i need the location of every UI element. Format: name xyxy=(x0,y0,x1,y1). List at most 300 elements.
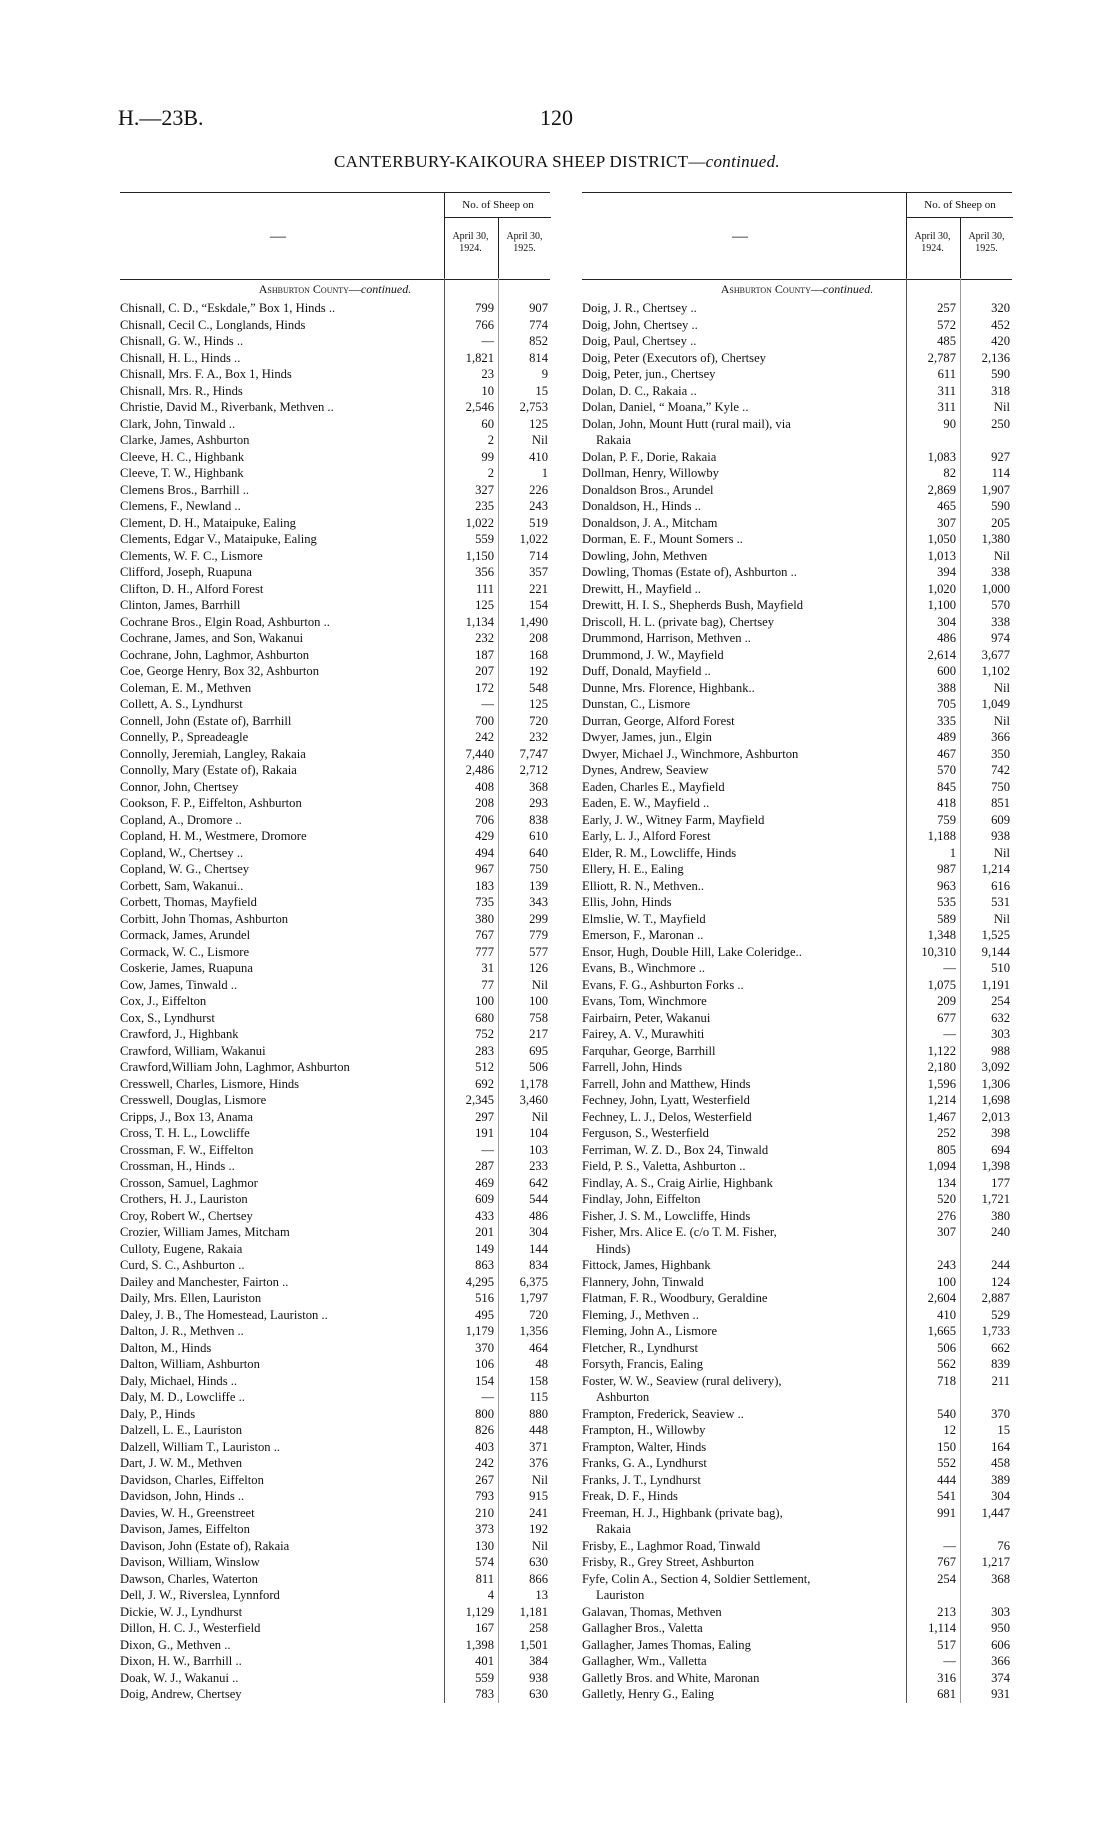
sheep-1924: 408 xyxy=(475,779,494,794)
table-row xyxy=(120,1208,550,1225)
owner-name: Galletly, Henry G., Ealing xyxy=(582,1687,715,1701)
sheep-1924: 150 xyxy=(937,1439,956,1454)
sheep-1925: 714 xyxy=(529,548,548,563)
owner-name: Chisnall, G. W., Hinds .. xyxy=(120,334,244,348)
table-row xyxy=(582,1538,1012,1555)
sheep-1924: 429 xyxy=(475,829,494,843)
owner-name: Fletcher, R., Lyndhurst xyxy=(582,1340,698,1355)
sheep-1925: 6,375 xyxy=(519,1274,548,1289)
sheep-1924: 2 xyxy=(487,466,494,480)
sheep-1924: 2,604 xyxy=(927,1291,956,1305)
table-row xyxy=(120,432,550,449)
table-row xyxy=(120,1637,550,1654)
sheep-1924: 232 xyxy=(475,631,494,645)
sheep-1924: 287 xyxy=(475,1159,494,1173)
table-row xyxy=(120,1670,550,1687)
sheep-1925: 610 xyxy=(529,829,548,843)
owner-name: Crawford, J., Highbank xyxy=(120,1027,239,1041)
owner-name: Daly, Michael, Hinds .. xyxy=(120,1373,238,1388)
table-row xyxy=(582,1472,1012,1489)
owner-name: Fittock, James, Highbank xyxy=(582,1258,711,1272)
sheep-1924: 134 xyxy=(937,1175,956,1190)
table-row xyxy=(582,1257,1012,1274)
table-row xyxy=(120,762,550,779)
owner-name: Frampton, Walter, Hinds xyxy=(582,1439,707,1454)
sheep-1924: 2,869 xyxy=(927,482,956,497)
sheep-1925: 506 xyxy=(529,1060,548,1074)
document-reference: H.—23B. xyxy=(118,105,204,130)
sheep-1924: 1,179 xyxy=(465,1324,494,1338)
owner-name: Doig, Andrew, Chertsey xyxy=(120,1687,242,1701)
sheep-1925: 931 xyxy=(991,1687,1010,1701)
sheep-1924: 418 xyxy=(937,796,956,810)
sheep-1925: 1,306 xyxy=(981,1076,1010,1091)
table-row xyxy=(582,1670,1012,1687)
owner-name: Frisby, E., Laghmor Road, Tinwald xyxy=(582,1538,761,1553)
sheep-1924: — xyxy=(943,1027,956,1041)
table-row xyxy=(582,812,1012,829)
owner-name: Clements, Edgar V., Mataipuke, Ealing xyxy=(120,532,317,546)
sheep-1925: 531 xyxy=(991,895,1010,909)
sheep-1925: 1,733 xyxy=(981,1324,1010,1338)
owner-name: Dynes, Andrew, Seaview xyxy=(582,763,709,777)
owner-name: Frampton, H., Willowby xyxy=(582,1423,706,1437)
table-row xyxy=(120,779,550,796)
owner-name: Dart, J. W. M., Methven xyxy=(120,1456,243,1470)
sheep-1925: 529 xyxy=(991,1307,1010,1322)
owner-name: Cleeve, T. W., Highbank xyxy=(120,466,244,480)
sheep-1925: Nil xyxy=(531,1472,548,1487)
table-row xyxy=(120,531,550,548)
sheep-1925: 1,721 xyxy=(981,1192,1010,1206)
owner-name: Copland, W., Chertsey .. xyxy=(120,845,244,860)
sheep-1925: 258 xyxy=(529,1621,548,1635)
table-row xyxy=(582,1109,1012,1126)
sheep-1924: 692 xyxy=(475,1076,494,1091)
table-row xyxy=(582,746,1012,763)
sheep-1925: 758 xyxy=(529,1010,548,1025)
sheep-1924: 191 xyxy=(475,1126,494,1140)
owner-name: Flannery, John, Tinwald xyxy=(582,1274,704,1289)
owner-name: Corbett, Sam, Wakanui.. xyxy=(120,878,244,893)
sheep-1924: 90 xyxy=(943,416,956,431)
owner-name: Evans, B., Winchmore .. xyxy=(582,961,706,975)
owner-name: Drewitt, H. I. S., Shepherds Bush, Mayfield xyxy=(582,598,804,612)
sheep-1925: 2,753 xyxy=(519,400,548,414)
sheep-1925: 2,712 xyxy=(519,763,548,777)
sheep-1925: 370 xyxy=(991,1406,1010,1421)
sheep-1924: 380 xyxy=(475,911,494,926)
owner-name: Davison, William, Winslow xyxy=(120,1555,260,1569)
table-row xyxy=(120,1043,550,1060)
sheep-1925: 139 xyxy=(529,878,548,893)
table-row xyxy=(120,993,550,1010)
table-row xyxy=(120,647,550,664)
table-row xyxy=(120,1092,550,1109)
table-row xyxy=(120,1290,550,1307)
sheep-1924: 307 xyxy=(937,1225,956,1239)
sheep-1924: — xyxy=(481,334,494,348)
name-column-header: — xyxy=(732,228,748,245)
sheep-1924: 235 xyxy=(475,499,494,513)
sheep-1924: 254 xyxy=(937,1571,956,1586)
sheep-1925: 938 xyxy=(529,1670,548,1685)
table-row xyxy=(582,1026,1012,1043)
sheep-1924: 10,310 xyxy=(921,944,956,959)
sheep-1924: 172 xyxy=(475,680,494,695)
owner-name: Drewitt, H., Mayfield .. xyxy=(582,581,701,596)
table-row xyxy=(582,762,1012,779)
sheep-1925: 590 xyxy=(991,367,1010,381)
table-row xyxy=(582,597,1012,614)
table-row xyxy=(120,399,550,416)
table-row xyxy=(582,383,1012,400)
sheep-1925: 1,356 xyxy=(519,1324,548,1338)
sheep-1924: 805 xyxy=(937,1142,956,1157)
sheep-1924: 680 xyxy=(475,1010,494,1025)
sheep-1925: 303 xyxy=(991,1604,1010,1619)
owner-name: Rakaia xyxy=(596,433,631,447)
owner-name: Cleeve, H. C., Highbank xyxy=(120,449,245,464)
owner-name: Franks, G. A., Lyndhurst xyxy=(582,1456,707,1470)
sheep-1924: 106 xyxy=(475,1357,494,1371)
owner-name: Cox, J., Eiffelton xyxy=(120,994,207,1008)
left-column-table xyxy=(120,192,550,1703)
sheep-1925: 410 xyxy=(529,449,548,464)
sheep-1925: Nil xyxy=(531,977,548,992)
table-row xyxy=(120,1059,550,1076)
owner-name: Dailey and Manchester, Fairton .. xyxy=(120,1274,289,1289)
sheep-1925: 320 xyxy=(991,301,1010,315)
sheep-1924: 207 xyxy=(475,664,494,678)
sheep-1925: 630 xyxy=(529,1687,548,1701)
sheep-1924: 552 xyxy=(937,1456,956,1470)
owner-name: Field, P. S., Valetta, Ashburton .. xyxy=(582,1159,746,1173)
sheep-1924: 705 xyxy=(937,697,956,711)
owner-name: Clements, W. F. C., Lismore xyxy=(120,548,263,563)
owner-name: Cross, T. H. L., Lowcliffe xyxy=(120,1126,250,1140)
sheep-1924: 759 xyxy=(937,812,956,827)
sheep-1925: 458 xyxy=(991,1456,1010,1470)
table-row xyxy=(582,1241,1012,1258)
sheep-1925: 205 xyxy=(991,515,1010,530)
sheep-1925: 380 xyxy=(991,1208,1010,1223)
sheep-1925: Nil xyxy=(993,680,1010,695)
sheep-1925: 464 xyxy=(529,1340,548,1355)
sheep-1924: 100 xyxy=(937,1274,956,1289)
sheep-1924: — xyxy=(943,1654,956,1668)
table-row xyxy=(120,366,550,383)
sheep-1924: 469 xyxy=(475,1175,494,1190)
sheep-1925: 208 xyxy=(529,631,548,645)
owner-name: Cripps, J., Box 13, Anama xyxy=(120,1109,253,1124)
owner-name: Eaden, E. W., Mayfield .. xyxy=(582,796,710,810)
owner-name: Dorman, E. F., Mount Somers .. xyxy=(582,532,743,546)
sheep-1924: 1,094 xyxy=(927,1159,956,1173)
owner-name: Doig, Paul, Chertsey .. xyxy=(582,334,697,348)
sheep-1924: 465 xyxy=(937,499,956,513)
sheep-1924: 535 xyxy=(937,895,956,909)
owner-name: Foster, W. W., Seaview (rural delivery), xyxy=(582,1373,782,1388)
sheep-1924: 403 xyxy=(475,1439,494,1454)
sheep-1924: 99 xyxy=(481,449,494,464)
owner-name: Eaden, Charles E., Mayfield xyxy=(582,779,725,794)
table-row xyxy=(120,1175,550,1192)
owner-name: Clement, D. H., Mataipuke, Ealing xyxy=(120,515,296,530)
sheep-1925: 350 xyxy=(991,746,1010,761)
table-row xyxy=(120,1406,550,1423)
owner-name: Dalton, J. R., Methven .. xyxy=(120,1324,244,1338)
sheep-1924: 316 xyxy=(937,1670,956,1685)
owner-name: Doig, J. R., Chertsey .. xyxy=(582,301,697,315)
table-row xyxy=(120,1472,550,1489)
sheep-1924: 433 xyxy=(475,1208,494,1223)
sheep-1925: 338 xyxy=(991,614,1010,629)
table-row xyxy=(120,1323,550,1340)
page-title xyxy=(0,152,1114,172)
sheep-1924: 863 xyxy=(475,1258,494,1272)
owner-name: Fechney, John, Lyatt, Westerfield xyxy=(582,1093,750,1107)
table-row xyxy=(582,1274,1012,1291)
sheep-1924: 541 xyxy=(937,1489,956,1503)
owner-name: Cox, S., Lyndhurst xyxy=(120,1010,215,1025)
sheep-1925: 1,501 xyxy=(519,1637,548,1652)
owner-name: Connell, John (Estate of), Barrhill xyxy=(120,713,292,728)
table-row xyxy=(582,449,1012,466)
owner-name: Galletly Bros. and White, Maronan xyxy=(582,1670,760,1685)
sheep-1924: 1,348 xyxy=(927,928,956,942)
sheep-1925: 1,000 xyxy=(981,581,1010,596)
sheep-1925: Nil xyxy=(993,845,1010,860)
table-row xyxy=(582,911,1012,928)
sheep-1924: 752 xyxy=(475,1027,494,1041)
sheep-1925: 2,887 xyxy=(981,1291,1010,1305)
table-row xyxy=(582,878,1012,895)
sheep-1925: 299 xyxy=(529,911,548,926)
sheep-1925: 9 xyxy=(541,367,548,381)
owner-name: Daly, P., Hinds xyxy=(120,1406,196,1421)
sheep-1924: 677 xyxy=(937,1010,956,1025)
sheep-1925: 1,214 xyxy=(981,862,1010,876)
sheep-1924: 826 xyxy=(475,1423,494,1437)
sheep-1925: 851 xyxy=(991,796,1010,810)
owner-name: Chisnall, C. D., “Eskdale,” Box 1, Hinds .. xyxy=(120,301,336,315)
owner-name: Dalzell, L. E., Lauriston xyxy=(120,1423,243,1437)
sheep-1925: 1,380 xyxy=(981,532,1010,546)
table-row xyxy=(582,1422,1012,1439)
sheep-1924: 562 xyxy=(937,1357,956,1371)
owner-name: Fisher, J. S. M., Lowcliffe, Hinds xyxy=(582,1208,751,1223)
sheep-1924: 700 xyxy=(475,713,494,728)
table-row xyxy=(120,614,550,631)
sheep-1925: 590 xyxy=(991,499,1010,513)
owner-name: Cochrane, James, and Son, Wakanui xyxy=(120,631,304,645)
owner-name: Chisnall, Cecil C., Longlands, Hinds xyxy=(120,317,306,332)
table-row xyxy=(120,894,550,911)
owner-name: Findlay, A. S., Craig Airlie, Highbank xyxy=(582,1175,773,1190)
sheep-1924: 243 xyxy=(937,1258,956,1272)
sheep-1924: 609 xyxy=(475,1192,494,1206)
sheep-1925: 1,797 xyxy=(519,1291,548,1305)
sheep-1925: 548 xyxy=(529,680,548,695)
owner-name: Cochrane, John, Laghmor, Ashburton xyxy=(120,647,310,662)
sheep-1925: 695 xyxy=(529,1043,548,1058)
sheep-1924: 735 xyxy=(475,895,494,909)
sheep-1925: 1,398 xyxy=(981,1159,1010,1173)
sheep-1924: 681 xyxy=(937,1687,956,1701)
table-row xyxy=(120,795,550,812)
owner-name: Dickie, W. J., Lyndhurst xyxy=(120,1604,243,1619)
owner-name: Dowling, John, Methven xyxy=(582,548,708,563)
sheep-1925: 1,217 xyxy=(981,1555,1010,1569)
table-row xyxy=(582,1208,1012,1225)
table-row xyxy=(120,845,550,862)
table-row xyxy=(582,1175,1012,1192)
owner-name: Forsyth, Francis, Ealing xyxy=(582,1357,704,1371)
sheep-1924: 283 xyxy=(475,1043,494,1058)
owner-name: Davidson, John, Hinds .. xyxy=(120,1489,245,1503)
sheep-1925: 519 xyxy=(529,515,548,530)
sheep-1924: 276 xyxy=(937,1208,956,1223)
table-row xyxy=(582,1571,1012,1588)
table-header xyxy=(582,192,1012,280)
table-row xyxy=(582,1158,1012,1175)
owner-name: Dolan, P. F., Dorie, Rakaia xyxy=(582,449,717,464)
sheep-1924: 2,614 xyxy=(927,647,956,662)
table-row xyxy=(120,1389,550,1406)
table-row xyxy=(120,383,550,400)
sheep-1925: 115 xyxy=(529,1390,548,1404)
sheep-1925: 366 xyxy=(991,1654,1010,1668)
owner-name: Fyfe, Colin A., Section 4, Soldier Settlement, xyxy=(582,1571,811,1586)
table-row xyxy=(582,1389,1012,1406)
owner-name: Fairey, A. V., Murawhiti xyxy=(582,1027,705,1041)
table-row xyxy=(120,911,550,928)
owner-name: Dillon, H. C. J., Westerfield xyxy=(120,1621,261,1635)
owner-name: Donaldson Bros., Arundel xyxy=(582,482,714,497)
sheep-1925: 389 xyxy=(991,1472,1010,1487)
table-row xyxy=(120,581,550,598)
table-row xyxy=(120,1686,550,1703)
sheep-1924: 388 xyxy=(937,680,956,695)
sheep-1924: 991 xyxy=(937,1505,956,1520)
owner-name: Cormack, James, Arundel xyxy=(120,928,251,942)
sheep-1924: 31 xyxy=(481,961,494,975)
table-row xyxy=(582,531,1012,548)
sheep-1924: 327 xyxy=(475,482,494,497)
sheep-1924: 2,546 xyxy=(465,400,494,414)
table-row xyxy=(120,1554,550,1571)
table-row xyxy=(582,845,1012,862)
sheep-1925: 126 xyxy=(529,961,548,975)
sheep-1924: 572 xyxy=(937,317,956,332)
sheep-1925: Nil xyxy=(993,548,1010,563)
owner-name: Davies, W. H., Greenstreet xyxy=(120,1505,255,1520)
sheep-1925: 192 xyxy=(529,664,548,678)
table-row xyxy=(582,630,1012,647)
owner-name: Crawford, William, Wakanui xyxy=(120,1043,266,1058)
table-row xyxy=(582,614,1012,631)
sheep-1925: 1,178 xyxy=(519,1076,548,1091)
sheep-1925: 720 xyxy=(529,713,548,728)
owner-name: Daley, J. B., The Homestead, Lauriston .. xyxy=(120,1307,328,1322)
table-row xyxy=(120,1109,550,1126)
sheep-1925: 606 xyxy=(991,1637,1010,1652)
sheep-1924: 444 xyxy=(937,1472,956,1487)
sheep-1924: 394 xyxy=(937,565,956,579)
sheep-1924: 208 xyxy=(475,796,494,810)
table-row xyxy=(120,977,550,994)
sheep-1925: 104 xyxy=(529,1126,548,1140)
sheep-1925: 48 xyxy=(535,1357,548,1371)
owner-name: Ensor, Hugh, Double Hill, Lake Coleridge.. xyxy=(582,944,802,959)
table-row xyxy=(582,564,1012,581)
sheep-1924: 1,100 xyxy=(927,598,956,612)
owner-name: Clarke, James, Ashburton xyxy=(120,433,250,447)
table-row xyxy=(582,696,1012,713)
sheep-1924: 242 xyxy=(475,730,494,744)
owner-name: Corbett, Thomas, Mayfield xyxy=(120,895,257,909)
section-heading-continued: continued. xyxy=(360,282,412,296)
sheep-1925: 616 xyxy=(991,878,1010,893)
sheep-1924: 520 xyxy=(937,1192,956,1206)
sheep-1925: 376 xyxy=(529,1456,548,1470)
sheep-1925: 1,447 xyxy=(981,1505,1010,1520)
table-row xyxy=(120,746,550,763)
sheep-1925: 371 xyxy=(529,1439,548,1454)
sheep-1925: 7,747 xyxy=(519,746,548,761)
sheep-1925: 907 xyxy=(529,301,548,315)
owner-name: Doig, Peter, jun., Chertsey xyxy=(582,367,716,381)
table-row xyxy=(120,1604,550,1621)
table-row xyxy=(120,1620,550,1637)
sheep-1924: 183 xyxy=(475,878,494,893)
table-row xyxy=(582,416,1012,433)
sheep-1924: 4 xyxy=(487,1588,494,1602)
sheep-1924: 767 xyxy=(937,1555,956,1569)
table-row xyxy=(582,1653,1012,1670)
sheep-1924: 559 xyxy=(475,532,494,546)
owner-name: Chisnall, Mrs. F. A., Box 1, Hinds xyxy=(120,367,292,381)
owner-name: Connolly, Mary (Estate of), Rakaia xyxy=(120,763,297,777)
table-row xyxy=(582,1142,1012,1159)
sheep-1924: 486 xyxy=(937,631,956,645)
owner-name: Elder, R. M., Lowcliffe, Hinds xyxy=(582,845,737,860)
owner-name: Dalton, M., Hinds xyxy=(120,1340,212,1355)
owner-name: Dunne, Mrs. Florence, Highbank.. xyxy=(582,680,755,695)
sheep-1925: 510 xyxy=(991,961,1010,975)
sheep-1925: 1,181 xyxy=(519,1604,548,1619)
table-row xyxy=(582,1620,1012,1637)
table-row xyxy=(582,927,1012,944)
sheep-1924: 600 xyxy=(937,664,956,678)
sheep-1924: 370 xyxy=(475,1340,494,1355)
table-row xyxy=(120,663,550,680)
table-row xyxy=(120,828,550,845)
sheep-1925: 374 xyxy=(991,1670,1010,1685)
name-column-header: — xyxy=(270,228,286,245)
sheep-1925: 938 xyxy=(991,829,1010,843)
column-header-1925: April 30, 1925. xyxy=(498,217,550,279)
sheep-1925: Nil xyxy=(993,911,1010,926)
owner-name: Connelly, P., Spreadeagle xyxy=(120,730,249,744)
table-row xyxy=(582,1076,1012,1093)
owner-name: Doig, Peter (Executors of), Chertsey xyxy=(582,350,766,365)
sheep-1924: 1,134 xyxy=(465,614,494,629)
owner-name: Dolan, Daniel, “ Moana,” Kyle .. xyxy=(582,400,749,414)
sheep-1924: 987 xyxy=(937,862,956,876)
owner-name: Farrell, John and Matthew, Hinds xyxy=(582,1076,751,1091)
